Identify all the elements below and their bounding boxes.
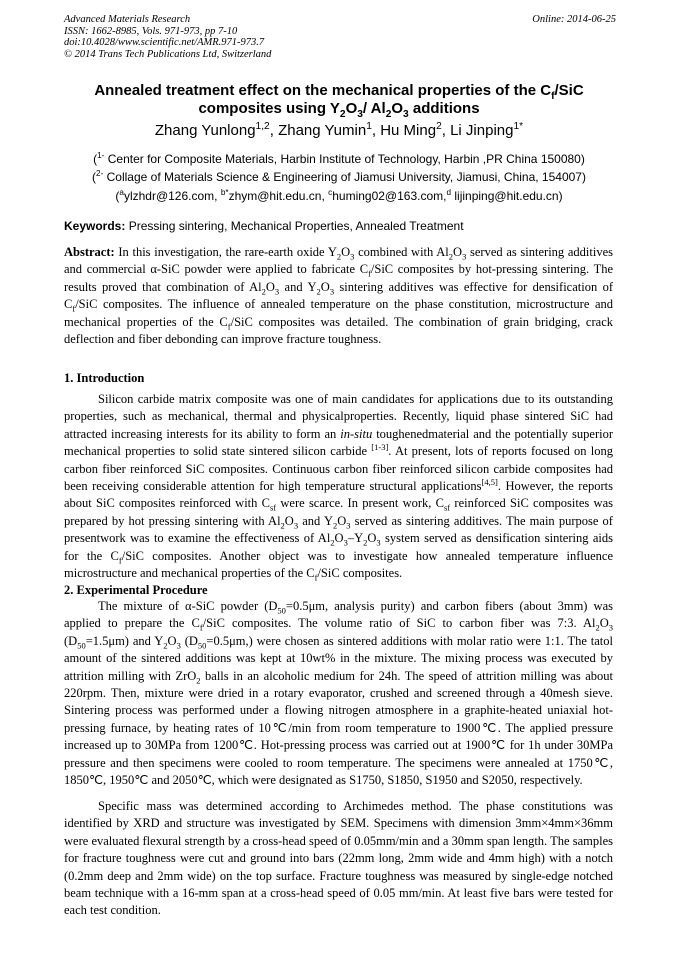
- experimental-paragraph-1: The mixture of α-SiC powder ($D_{50}=0.5\mu m$, analysis purity) and carbon fibers (about 3mm) was applied to prepare the $C_f$/SiC composites. The volume ratio of SiC to carbon fiber was 7:3. $Al_2O_3$ $(D_{50}=1.5\mu m)$ and $Y_2O_3$ $(D_{50}=0.5\mu m,)$ were chosen as sintered additions with molar ratio were 1:1. The tatol amount of the sintered additions was kept at 10wt% in the mixture. The mixing process was executed by attrition milling with ZrO$_2$ balls in an alcoholic medium for 24h. The speed of attrition milling was about 220rpm. Then, mixture were dried in a rotary evaporator, crushed and screened through a 40mesh sieve. Sintering process was performed under a flowing nitrogen atmosphere in a graphite-heated uniaxial hot-pressing furnace, by heating rates of 10℃/min from room temperature to 1900℃. The applied pressure increased up to 30MPa from 1200℃. Hot-pressing process was carried out at 1900℃ for 1h under 30MPa pressure and then specimens were cooled to room temperature. The specimens were annealed at 1750℃, 1850℃, 1950℃ and 2050℃, which were designated as S1750, S1850, S1950 and S2050, respectively.: [64, 599, 613, 788]
- doi-line: doi:10.4028/www.scientific.net/AMR.971-973.7: [64, 37, 265, 48]
- email-list: ($^a$ylzhdr@126.com, $^{b*}$zhym@hit.edu.cn, $^c$huming02@163.com,$^d$ lijinping@hit.edu.cn): [115, 188, 563, 203]
- email-link[interactable]: ylzhdr@126.com,: [123, 189, 218, 203]
- email-link[interactable]: huming02@163.com,: [332, 189, 447, 203]
- author-list: Zhang Yunlong$^{1,2}$, Zhang Yumin$^1$, Hu Ming$^2$, Li Jinping$^{1*}$: [154, 121, 524, 139]
- keywords: Keywords: Pressing sintering, Mechanical Properties, Annealed Treatment: [64, 219, 464, 233]
- online-date: Online: 2014-06-25: [532, 14, 616, 25]
- affiliation-1: ($^{1-}$ Center for Composite Materials, Harbin Institute of Technology, Harbin ,PR China 150080): [93, 151, 585, 166]
- email-link[interactable]: lijinping@hit.edu.cn: [454, 189, 559, 203]
- section-heading-experimental: 2. Experimental Procedure: [64, 583, 208, 597]
- author-name: Li Jinping: [450, 122, 514, 139]
- email-link[interactable]: zhym@hit.edu.cn,: [228, 189, 325, 203]
- keywords-label: Keywords:: [64, 219, 126, 233]
- journal-name: Advanced Materials Research: [64, 14, 191, 25]
- experimental-paragraph-2: Specific mass was determined according to Archimedes method. The phase constitutions was identified by XRD and structure was investigated by SEM. Specimens with dimension 3mm×4mm×36mm were evaluated flexural strength by a cross-head speed of 0.05mm/min and a 30mm span length. The samples for fracture toughness were cut and ground into bars (22mm long, 2mm wide and 4mm high) with a notch (0.2mm deep and 2mm wide) on the top surface. Fracture toughness was measured by single-edge notched beam technique with a 16-mm span at a cross-head speed of 0.05 mm/min. At least five bars were tested for each test condition.: [64, 799, 613, 918]
- paper-title: Annealed treatment effect on the mechanical properties of the $C_f$/SiC composites using $Y_2O_3/$ $Al_2O_3$ additions: [94, 82, 584, 120]
- author-name: Zhang Yunlong: [154, 122, 256, 139]
- author-name: Hu Ming: [380, 122, 437, 139]
- citation[interactable]: [4,5]: [481, 476, 498, 487]
- affiliation-2: ($^{2-}$ Collage of Materials Science & Engineering of Jiamusi University, Jiamusi, China, 154007): [92, 169, 586, 184]
- copyright-line: © 2014 Trans Tech Publications Ltd, Switzerland: [64, 48, 272, 60]
- abstract-label: Abstract:: [64, 245, 115, 259]
- section-heading-introduction: 1. Introduction: [64, 371, 145, 385]
- citation[interactable]: [1-3]: [371, 442, 389, 453]
- author-name: Zhang Yumin: [278, 122, 367, 139]
- journal-header: [64, 14, 271, 60]
- issn-line: ISSN: 1662-8985, Vols. 971-973, pp 7-10: [64, 25, 238, 37]
- abstract: Abstract: In this investigation, the rare-earth oxide $Y_2O_3$ combined with $Al_2O_3$ served as sintering additives and commercial α-SiC powder were applied to fabricate $C_f$/SiC composites by hot-pressing sintering. The results proved that combination of $Al_2O_3$ and $Y_2O_3$ sintering additives was effective for densification of $C_f$/SiC composites. The influence of annealed temperature on the phase constitution, microstructure and mechanical properties of the $C_f$/SiC composites was detailed. The combination of grain bridging, crack deflection and fiber debonding can improve fracture toughness.: [64, 245, 614, 347]
- introduction-paragraph: Silicon carbide matrix composite was one of main candidates for applications due to its outstanding properties, such as mechanical, thermal and physicalproperties. Recently, liquid phase sintered SiC had attracted increasing interests for its ability to form an in-situ toughenedmaterial and the potentially superior mechanical properties to solid state sintered silicon carbide [1-3]. At present, lots of reports focused on long carbon fiber reinforced SiC composites. Continuous carbon fiber reinforced silicon carbide composites had been receiving considerable attention for high temperature structural applications[4,5]. However, the reports about SiC composites reinforced with $C_{sf}$ were scarce. In present work, $C_{sf}$ reinforced SiC composites was prepared by hot pressing sintering with $Al_2O_3$ and $Y_2O_3$ served as sintering additives. The main purpose of presentwork was to examine the effectiveness of $Al_2O_3-Y_2O_3$ system served as densification sintering aids for the $C_f$/SiC composites. Another object was to investigate how annealed temperature influence microstructure and mechanical properties of the $C_f$/SiC composites.: [64, 392, 614, 583]
